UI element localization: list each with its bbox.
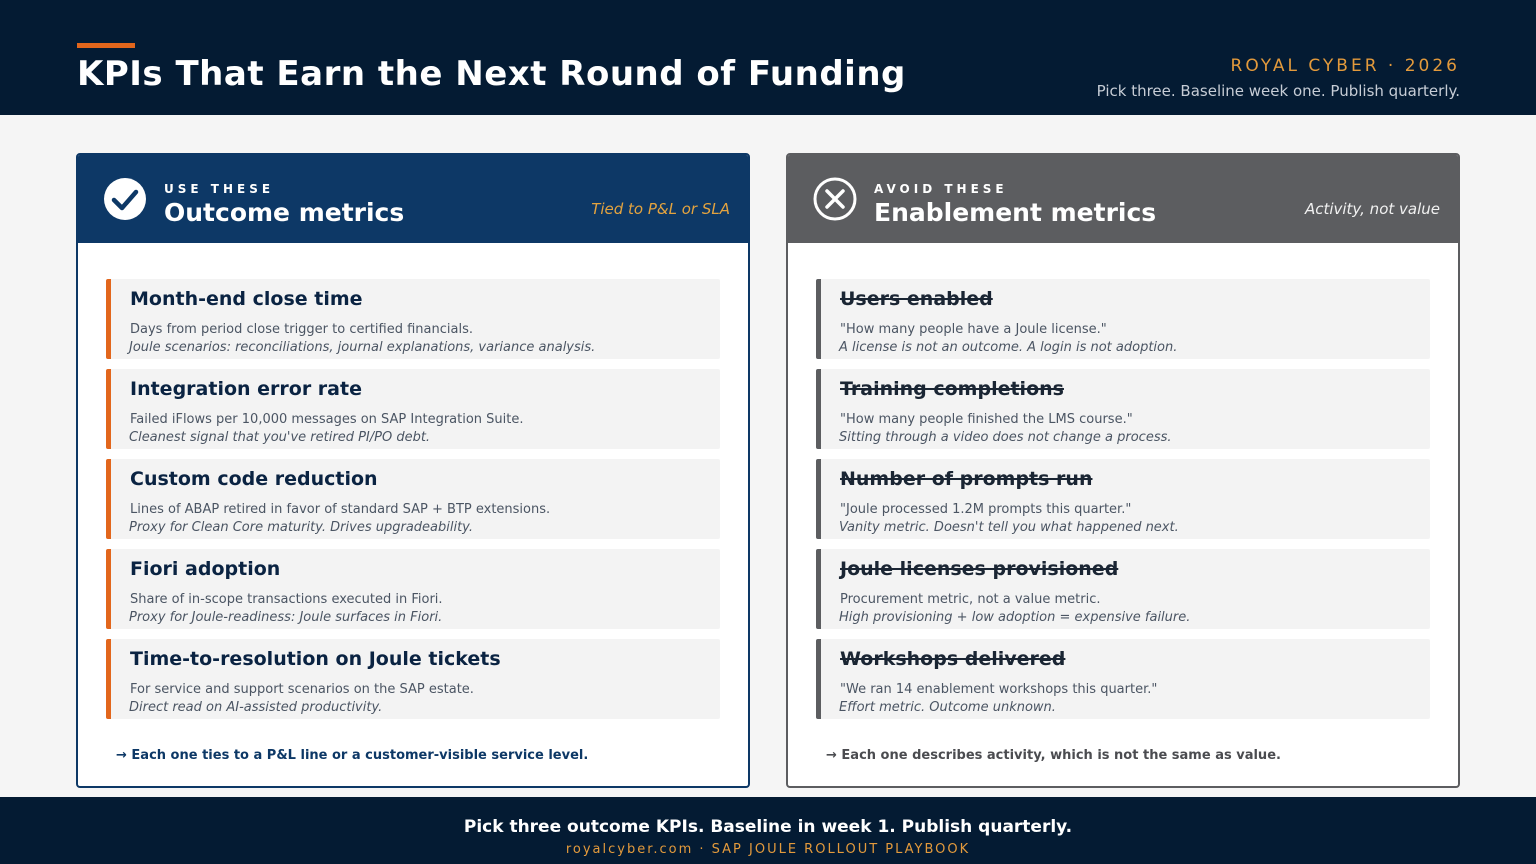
metric-card: [106, 549, 720, 629]
metric-title: Time-to-resolution on Joule tickets: [130, 648, 501, 670]
metric-title: Number of prompts run: [840, 468, 1093, 490]
metric-description: Share of in-scope transactions executed in Fiori.: [130, 592, 443, 607]
metric-description: Lines of ABAP retired in favor of standard SAP + BTP extensions.: [130, 502, 551, 517]
panel-eyebrow: USE THESE: [164, 182, 275, 196]
panel-header: [78, 155, 748, 243]
metric-note: Direct read on AI-assisted productivity.: [129, 700, 383, 715]
enablement-metrics-panel: [786, 153, 1460, 788]
metric-card: [816, 549, 1430, 629]
metric-note: Vanity metric. Doesn't tell you what happened next.: [839, 520, 1179, 535]
footer: [0, 797, 1536, 864]
metric-title: Training completions: [840, 378, 1064, 400]
metric-note: High provisioning + low adoption = expensive failure.: [839, 610, 1191, 625]
metric-description: "How many people finished the LMS course.": [840, 412, 1133, 427]
panel-title: Outcome metrics: [164, 198, 405, 227]
metric-card: [106, 279, 720, 359]
metric-title: Joule licenses provisioned: [840, 558, 1119, 580]
metric-title: Users enabled: [840, 288, 993, 310]
metric-note: Effort metric. Outcome unknown.: [839, 700, 1056, 715]
panel-note: Tied to P&L or SLA: [591, 200, 730, 218]
x-circle-icon: [813, 177, 857, 221]
metric-card: [816, 459, 1430, 539]
metric-note: Proxy for Clean Core maturity. Drives upgradeability.: [129, 520, 473, 535]
metric-card: [816, 369, 1430, 449]
metric-note: A license is not an outcome. A login is not adoption.: [839, 340, 1178, 355]
metric-note: Proxy for Joule-readiness: Joule surfaces in Fiori.: [129, 610, 443, 625]
page-title: KPIs That Earn the Next Round of Funding: [77, 54, 906, 94]
accent-bar: [77, 43, 135, 48]
metric-card: [816, 279, 1430, 359]
header: [0, 0, 1536, 115]
brand-label: ROYAL CYBER · 2026: [1230, 56, 1460, 76]
panel-header: [788, 155, 1458, 243]
check-circle-icon: [103, 177, 147, 221]
metric-description: Failed iFlows per 10,000 messages on SAP Integration Suite.: [130, 412, 524, 427]
metric-description: Procurement metric, not a value metric.: [840, 592, 1101, 607]
footer-source: royalcyber.com · SAP JOULE ROLLOUT PLAYBOOK: [565, 842, 971, 857]
outcome-metrics-panel: [76, 153, 750, 788]
metric-card: [106, 639, 720, 719]
metric-card: [816, 639, 1430, 719]
header-tagline: Pick three. Baseline week one. Publish quarterly.: [1096, 82, 1460, 100]
metric-card: [106, 369, 720, 449]
metric-description: For service and support scenarios on the SAP estate.: [130, 682, 474, 697]
footer-message: Pick three outcome KPIs. Baseline in week 1. Publish quarterly.: [463, 817, 1073, 837]
metric-title: Integration error rate: [130, 378, 362, 400]
panel-eyebrow: AVOID THESE: [874, 182, 1008, 196]
metric-note: Joule scenarios: reconciliations, journal explanations, variance analysis.: [129, 340, 596, 355]
metric-title: Fiori adoption: [130, 558, 281, 580]
metric-card: [106, 459, 720, 539]
panel-footer-note: → Each one ties to a P&L line or a customer-visible service level.: [116, 748, 589, 763]
metric-list: [816, 279, 1430, 729]
metric-title: Workshops delivered: [840, 648, 1066, 670]
metric-description: "We ran 14 enablement workshops this quarter.": [840, 682, 1158, 697]
metric-title: Custom code reduction: [130, 468, 378, 490]
panel-title: Enablement metrics: [874, 198, 1157, 227]
panel-footer-note: → Each one describes activity, which is not the same as value.: [826, 748, 1281, 763]
panel-note: Activity, not value: [1304, 200, 1440, 218]
metric-note: Sitting through a video does not change a process.: [839, 430, 1172, 445]
metric-description: Days from period close trigger to certified financials.: [130, 322, 473, 337]
metric-list: [106, 279, 720, 729]
metric-description: "Joule processed 1.2M prompts this quarter.": [840, 502, 1132, 517]
metric-description: "How many people have a Joule license.": [840, 322, 1107, 337]
metric-title: Month-end close time: [130, 288, 363, 310]
metric-note: Cleanest signal that you've retired PI/PO debt.: [129, 430, 431, 445]
